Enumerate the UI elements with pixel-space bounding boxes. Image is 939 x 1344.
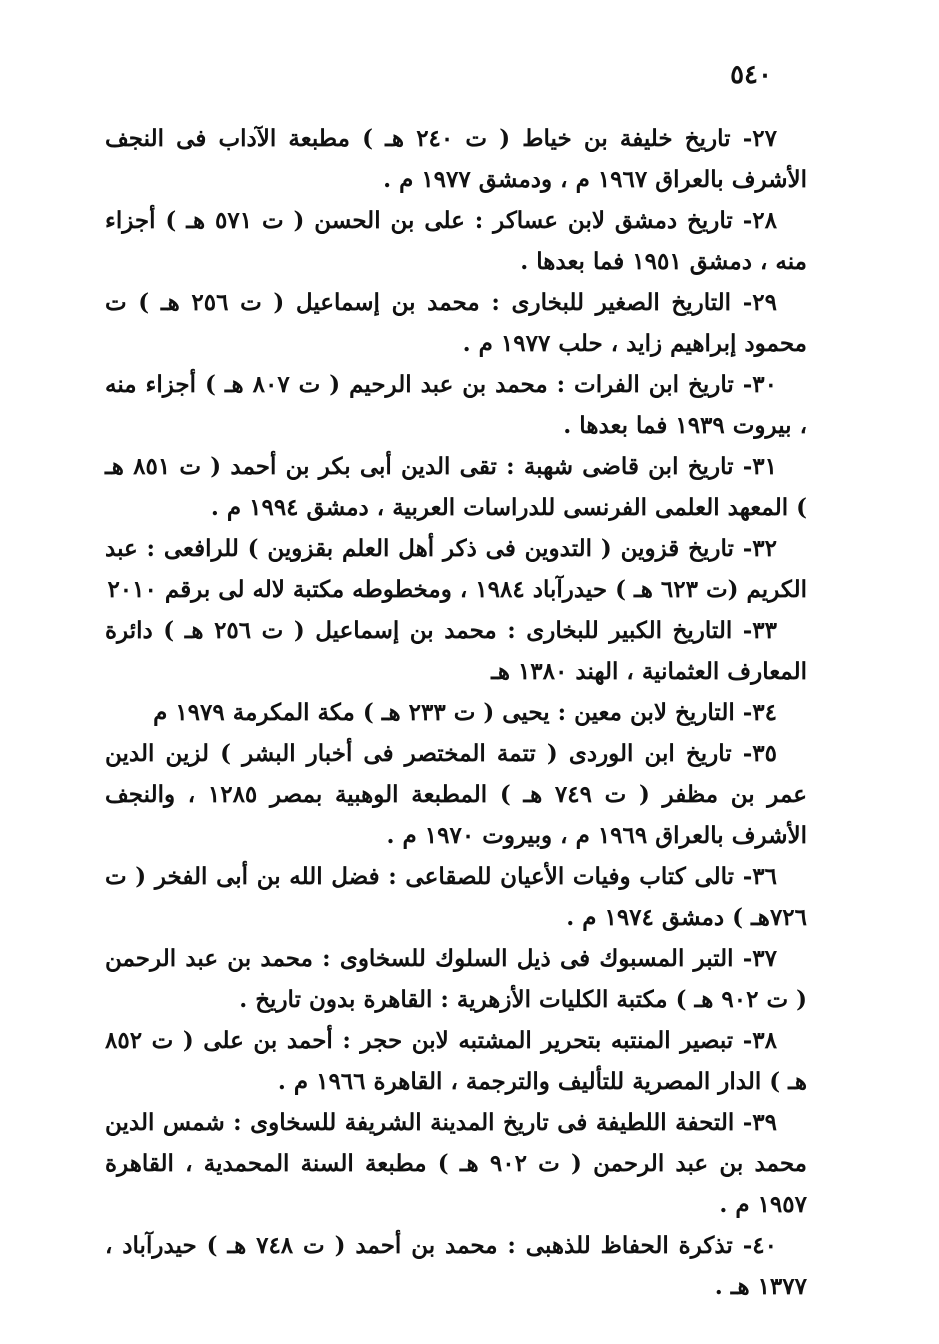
bibliography-entry [105,1102,807,1225]
entry-text: التبر المسبوك فى ذيل السلوك للسخاوى : محمد بن عبد الرحمن ( ت ٩٠٢ هـ ) مكتبة الكليات الأزهرية : القاهرة بدون تاريخ . [105,945,807,1013]
entry-number: ٣٥- [742,740,777,767]
entry-text: التاريخ الكبير للبخارى : محمد بن إسماعيل ( ت ٢٥٦ هـ ) دائرة المعارف العثمانية ، الهند ١٣٨٠ هـ [105,617,807,685]
entry-number: ٣٣- [742,617,778,644]
entry-number: ٢٧- [742,125,777,152]
entry-number: ٣٦- [742,863,777,890]
entry-text: تاريخ قزوين ( التدوين فى ذكر أهل العلم بقزوين ) للرافعى : عبد الكريم (ت ٦٢٣ هـ ) حيدرآباد ١٩٨٤ ، ومخطوطه مكتبة لاله لى برقم ٢٠١٠ [105,535,807,603]
entry-text: التاريخ لابن معين : يحيى ( ت ٢٣٣ هـ ) مكة المكرمة ١٩٧٩ م [153,699,735,726]
bibliography-entry [105,733,807,856]
entry-text: تاريخ ابن الوردى ( تتمة المختصر فى أخبار البشر ) لزين الدين عمر بن مظفر ( ت ٧٤٩ هـ ) المطبعة الوهبية بمصر ١٢٨٥ ، والنجف الأشرف بالعراق ١٩٦٩ م ، وبيروت ١٩٧٠ م . [105,740,807,849]
bibliography-entry [105,856,807,938]
entry-text: تذكرة الحفاظ للذهبى : محمد بن أحمد ( ت ٧٤٨ هـ ) حيدرآباد ، ١٣٧٧ هـ . [105,1232,807,1300]
entry-number: ٣٠- [742,371,777,398]
entry-number: ٣٨- [742,1027,777,1054]
bibliography-entry [105,282,807,364]
bibliography-entry [105,200,807,282]
bibliography-entry [105,528,807,610]
entry-number: ٤٠- [742,1232,777,1259]
entry-number: ٣٢- [742,535,777,562]
entry-number: ٣٤- [742,699,777,726]
page-number: ٥٤٠ [730,60,772,90]
entry-text: تاريخ ابن الفرات : محمد بن عبد الرحيم ( ت ٨٠٧ هـ ) أجزاء منه ، بيروت ١٩٣٩ فما بعدها . [105,371,807,439]
entry-number: ٣١- [742,453,777,480]
bibliography-entry [105,938,807,1020]
entry-text: تاريخ دمشق لابن عساكر : على بن الحسن ( ت ٥٧١ هـ ) أجزاء منه ، دمشق ١٩٥١ فما بعدها . [105,207,807,275]
bibliography-entry [105,1020,807,1102]
bibliography-entry [105,610,807,692]
entry-number: ٢٩- [742,289,777,316]
entry-number: ٢٨- [742,207,777,234]
entry-text: التاريخ الصغير للبخارى : محمد بن إسماعيل ( ت ٢٥٦ هـ ) ت محمود إبراهيم زايد ، حلب ١٩٧٧ م . [105,289,807,357]
entry-text: تبصير المنتبه بتحرير المشتبه لابن حجر : أحمد بن على ( ت ٨٥٢ هـ ) الدار المصرية للتأليف والترجمة ، القاهرة ١٩٦٦ م . [105,1027,807,1095]
bibliography-list [105,118,807,1307]
entry-number: ٣٧- [742,945,777,972]
bibliography-entry [105,446,807,528]
bibliography-entry [105,118,807,200]
bibliography-entry [105,1225,807,1307]
bibliography-entry [105,364,807,446]
bibliography-entry [105,692,807,733]
entry-text: تاريخ ابن قاضى شهبة : تقى الدين أبى بكر بن أحمد ( ت ٨٥١ هـ ) المعهد العلمى الفرنسى للدراسات العربية ، دمشق ١٩٩٤ م . [105,453,807,521]
entry-text: التحفة اللطيفة فى تاريخ المدينة الشريفة للسخاوى : شمس الدين محمد بن عبد الرحمن ( ت ٩٠٢ هـ ) مطبعة السنة المحمدية ، القاهرة ١٩٥٧ م . [105,1109,807,1218]
entry-number: ٣٩- [742,1109,777,1136]
entry-text: تالى كتاب وفيات الأعيان للصقاعى : فضل الله بن أبى الفخر ( ت ٧٢٦هـ ) دمشق ١٩٧٤ م . [105,863,807,931]
entry-text: تاريخ خليفة بن خياط ( ت ٢٤٠ هـ ) مطبعة الآداب فى النجف الأشرف بالعراق ١٩٦٧ م ، ودمشق ١٩٧٧ م . [105,125,807,193]
